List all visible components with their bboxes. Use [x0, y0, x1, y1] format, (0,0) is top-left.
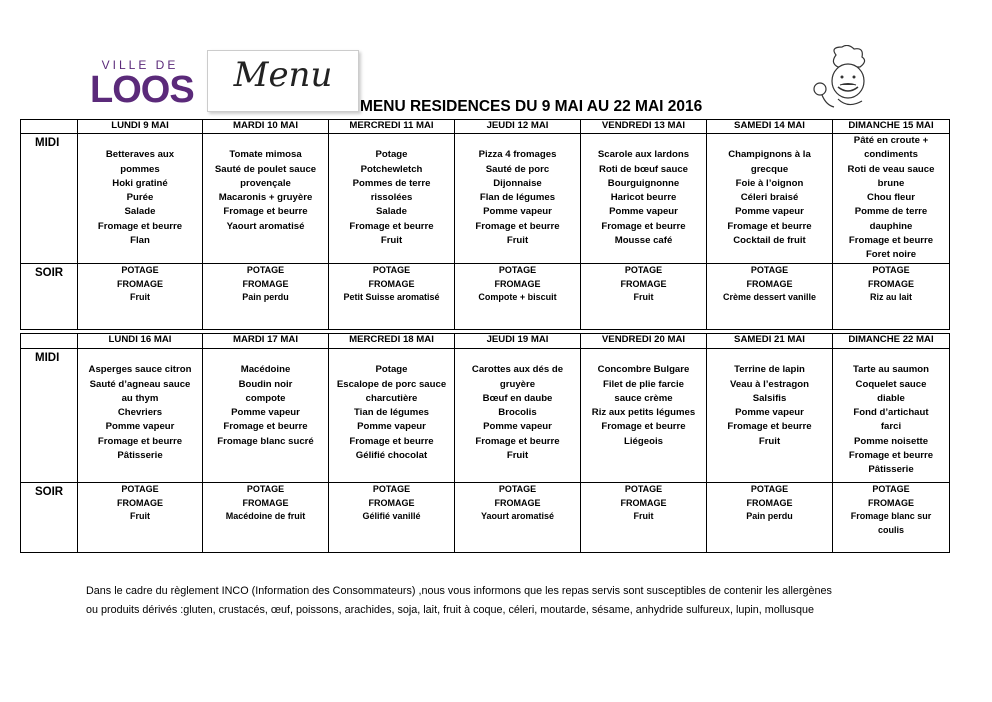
menu-item: Pomme vapeur	[735, 206, 804, 218]
menu-item: Tian de légumes	[354, 407, 429, 419]
menu-item: Foie à l’oignon	[735, 177, 804, 189]
day-header: LUNDI 9 MAI	[78, 120, 203, 134]
midi-cell	[833, 134, 950, 264]
menu-item: Fromage et beurre	[727, 220, 812, 232]
menu-item: Fromage et beurre	[349, 435, 434, 447]
menu-item: POTAGE	[372, 265, 411, 275]
menu-item: sauce crème	[614, 392, 673, 404]
soir-cell	[329, 483, 455, 553]
menu-item: FROMAGE	[746, 278, 793, 289]
header-row	[21, 334, 950, 349]
menu-item: Dijonnaise	[493, 177, 542, 189]
menu-item: POTAGE	[750, 484, 789, 494]
menu-item: FROMAGE	[242, 278, 289, 289]
soir-row	[21, 483, 950, 553]
soir-cell	[833, 483, 950, 553]
corner-cell	[21, 334, 78, 349]
menu-item: Pomme noisette	[853, 435, 929, 447]
menu-item: Flan	[130, 235, 150, 247]
logo-loos-text: LOOS	[90, 69, 194, 111]
menu-item: Fromage et beurre	[97, 435, 183, 447]
menu-item: Fromage et beurre	[601, 421, 686, 433]
menu-item: Macaronis + gruyère	[218, 192, 313, 204]
day-header: JEUDI 12 MAI	[455, 120, 581, 134]
menu-item: Fruit	[633, 511, 654, 521]
menu-item: Potage	[375, 364, 408, 376]
corner-cell	[21, 120, 78, 134]
menu-item: Hoki gratiné	[112, 177, 168, 189]
soir-cell	[455, 264, 581, 330]
menu-item: diable	[877, 392, 905, 404]
ville-de-loos-logo	[90, 58, 194, 111]
menu-item: POTAGE	[872, 265, 910, 275]
menu-item: Salsifis	[752, 392, 787, 404]
menu-item: rissolées	[370, 192, 413, 204]
menu-item: Asperges sauce citron	[88, 364, 192, 376]
menu-item: Yaourt aromatisé	[480, 511, 555, 521]
menu-item: Fromage et beurre	[848, 450, 934, 462]
midi-cell	[455, 349, 581, 483]
menu-item: Mousse café	[614, 235, 673, 247]
midi-cell	[707, 134, 833, 264]
menu-item: Chevriers	[117, 407, 163, 419]
menu-item: Pain perdu	[746, 511, 793, 521]
midi-cell	[833, 349, 950, 483]
menu-item: Fromage blanc sur	[850, 511, 932, 521]
day-header: SAMEDI 21 MAI	[707, 334, 833, 349]
menu-item: Fromage et beurre	[601, 220, 686, 232]
menu-table-week-1	[20, 119, 950, 330]
menu-item: Pâtisserie	[868, 464, 914, 476]
day-header: MARDI 10 MAI	[203, 120, 329, 134]
menu-item: Crème dessert vanille	[722, 292, 817, 302]
midi-label: MIDI	[21, 134, 78, 264]
menu-item: Haricot beurre	[610, 192, 677, 204]
menu-item: Chou fleur	[867, 192, 915, 204]
menu-item: Filet de plie farcie	[602, 378, 685, 390]
menu-item: Pâtisserie	[117, 450, 163, 462]
soir-cell	[78, 264, 203, 330]
menu-item: pommes	[120, 163, 160, 175]
midi-cell	[581, 349, 707, 483]
menu-item: Sauté de porc	[485, 163, 550, 175]
menu-item: Fromage et beurre	[727, 421, 812, 433]
menu-item: Fromage blanc sucré	[217, 435, 314, 447]
menu-item: grecque	[750, 163, 789, 175]
menu-item: Pomme vapeur	[483, 421, 552, 433]
menu-item: Cocktail de fruit	[733, 235, 806, 247]
day-header: MERCREDI 18 MAI	[329, 334, 455, 349]
logo-ville-de-text: VILLE DE	[101, 58, 179, 72]
menu-item: Pomme vapeur	[735, 407, 804, 419]
menu-item: Riz aux petits légumes	[591, 407, 696, 419]
day-header: VENDREDI 20 MAI	[581, 334, 707, 349]
soir-row	[21, 264, 950, 330]
menu-item: Riz au lait	[869, 292, 912, 302]
day-header: MERCREDI 11 MAI	[329, 120, 455, 134]
soir-cell	[581, 483, 707, 553]
menu-logo-text: Menu	[233, 55, 333, 95]
menu-item: Macédoine de fruit	[225, 511, 306, 521]
menu-item: POTAGE	[121, 484, 159, 494]
menu-item: Betteraves aux	[105, 149, 175, 161]
menu-item: POTAGE	[246, 484, 285, 494]
menu-item: Flan de légumes	[479, 192, 556, 204]
menu-item: POTAGE	[246, 265, 285, 275]
menu-item: Pomme de terre	[854, 206, 928, 218]
menu-item: Foret noire	[865, 249, 917, 261]
menu-item: Sauté d’agneau sauce	[89, 378, 191, 390]
menu-item: POTAGE	[498, 484, 537, 494]
midi-cell	[329, 134, 455, 264]
menu-item: Pomme vapeur	[609, 206, 678, 218]
menu-item: Fromage et beurre	[475, 220, 560, 232]
header-row	[21, 120, 950, 134]
menu-item: FROMAGE	[368, 497, 415, 508]
menu-item: Pomme vapeur	[483, 206, 552, 218]
midi-cell	[78, 134, 203, 264]
day-header: MARDI 17 MAI	[203, 334, 329, 349]
day-header: JEUDI 19 MAI	[455, 334, 581, 349]
menu-item: Fruit	[633, 292, 654, 302]
menu-item: Fromage et beurre	[223, 206, 308, 218]
menu-item: Fruit	[506, 235, 529, 247]
menu-item: Pâté en croute +	[853, 135, 929, 146]
menu-item: brune	[877, 177, 905, 189]
menu-item: Concombre Bulgare	[597, 364, 690, 376]
menu-item: FROMAGE	[620, 278, 667, 289]
allergen-note-line-1: Dans le cadre du règlement INCO (Information des Consommateurs) ,nous vous informons que les repas servis sont susceptibles de contenir les allergènes	[86, 585, 832, 597]
menu-item: FROMAGE	[620, 497, 667, 508]
menu-item: Pomme vapeur	[105, 421, 175, 433]
menu-item: FROMAGE	[368, 278, 415, 289]
menu-item: Brocolis	[498, 407, 537, 419]
menu-item: FROMAGE	[117, 497, 163, 508]
menu-item: Scarole aux lardons	[597, 149, 690, 161]
menu-item: FROMAGE	[746, 497, 793, 508]
midi-cell	[455, 134, 581, 264]
menu-item: Yaourt aromatisé	[226, 220, 305, 232]
menu-item: Pomme vapeur	[231, 407, 300, 419]
day-header: DIMANCHE 22 MAI	[833, 334, 950, 349]
menu-item: Macédoine	[240, 364, 291, 376]
menu-item: Pizza 4 fromages	[478, 149, 557, 161]
menu-item: Escalope de porc sauce	[336, 378, 447, 390]
menu-item: Tarte au saumon	[852, 364, 930, 376]
midi-row	[21, 349, 950, 483]
menu-item: Fromage et beurre	[475, 435, 560, 447]
menu-item: Céleri braisé	[740, 192, 799, 204]
menu-item: Sauté de poulet sauce	[214, 163, 317, 175]
soir-cell	[707, 483, 833, 553]
day-header: VENDREDI 13 MAI	[581, 120, 707, 134]
menu-item: Fromage et beurre	[349, 220, 434, 232]
chef-icon	[808, 45, 880, 115]
menu-item: compote	[245, 392, 286, 404]
menu-item: Potchewletch	[360, 163, 423, 175]
menu-item: provençale	[240, 177, 291, 189]
menu-item: Tomate mimosa	[229, 149, 302, 161]
menu-item: gruyère	[499, 378, 536, 390]
menu-item: Purée	[126, 192, 154, 204]
menu-item: Gélifié chocolat	[355, 450, 428, 462]
menu-item: POTAGE	[498, 265, 537, 275]
soir-label: SOIR	[21, 264, 78, 330]
menu-item: Fruit	[130, 292, 150, 302]
soir-cell	[581, 264, 707, 330]
menu-item: Boudin noir	[238, 378, 293, 390]
soir-cell	[707, 264, 833, 330]
menu-item: POTAGE	[372, 484, 411, 494]
menu-item: Petit Suisse aromatisé	[343, 292, 440, 302]
page-title: MENU RESIDENCES DU 9 MAI AU 22 MAI 2016	[360, 98, 703, 115]
midi-cell	[203, 349, 329, 483]
menu-item: Salade	[376, 206, 407, 218]
menu-item: FROMAGE	[494, 278, 541, 289]
menu-item: FROMAGE	[868, 278, 914, 289]
midi-cell	[203, 134, 329, 264]
menu-item: Fond d’artichaut	[853, 407, 929, 419]
menu-item: charcutière	[365, 392, 418, 404]
midi-cell	[78, 349, 203, 483]
soir-cell	[833, 264, 950, 330]
menu-item: Coquelet sauce	[855, 378, 927, 390]
midi-cell	[707, 349, 833, 483]
allergen-note	[86, 582, 926, 620]
menu-item: Bœuf en daube	[482, 392, 553, 404]
midi-label: MIDI	[21, 349, 78, 483]
menu-item: Fruit	[130, 511, 150, 521]
soir-cell	[78, 483, 203, 553]
soir-cell	[203, 264, 329, 330]
menu-item: Pomme vapeur	[357, 421, 426, 433]
menu-item: POTAGE	[624, 484, 663, 494]
menu-item: Fruit	[380, 235, 403, 247]
soir-cell	[329, 264, 455, 330]
menu-item: Roti de bœuf sauce	[598, 163, 688, 175]
menu-item: POTAGE	[624, 265, 663, 275]
menu-item: POTAGE	[872, 484, 910, 494]
menu-item: Liégeois	[624, 435, 663, 447]
midi-row	[21, 134, 950, 264]
day-header: LUNDI 16 MAI	[78, 334, 203, 349]
menu-item: Pommes de terre	[352, 177, 431, 189]
soir-cell	[203, 483, 329, 553]
menu-table-week-2	[20, 333, 950, 553]
menu-item: FROMAGE	[868, 497, 914, 508]
menu-item: Fruit	[506, 450, 529, 462]
menu-item: Salade	[124, 206, 156, 218]
menu-item: Pain perdu	[242, 292, 289, 302]
menu-item: condiments	[864, 149, 918, 161]
menu-item: farci	[880, 421, 902, 433]
menu-item: Compote + biscuit	[478, 292, 557, 302]
menu-item: Bourguignonne	[607, 177, 680, 189]
menu-item: Carottes aux dés de	[471, 364, 564, 376]
menu-item: coulis	[877, 524, 904, 535]
menu-item: FROMAGE	[242, 497, 289, 508]
soir-label: SOIR	[21, 483, 78, 553]
menu-item: FROMAGE	[494, 497, 541, 508]
menu-item: Fromage et beurre	[97, 220, 183, 232]
menu-item: Potage	[375, 149, 408, 161]
menu-item: Fromage et beurre	[223, 421, 308, 433]
day-header: DIMANCHE 15 MAI	[833, 120, 950, 134]
menu-logo	[207, 50, 359, 112]
menu-item: Fromage et beurre	[848, 235, 934, 247]
allergen-note-line-2: ou produits dérivés :gluten, crustacés, œuf, poissons, arachides, soja, lait, fruit à coque, céleri, moutarde, sésame, anhydride sulfureux, lupin, mollusque	[86, 604, 814, 616]
menu-item: FROMAGE	[117, 278, 163, 289]
menu-item: Champignons à la	[728, 149, 811, 161]
midi-cell	[581, 134, 707, 264]
menu-item: Veau à l’estragon	[730, 378, 809, 390]
soir-cell	[455, 483, 581, 553]
menu-item: au thym	[121, 392, 159, 404]
menu-item: Fruit	[758, 435, 781, 447]
midi-cell	[329, 349, 455, 483]
day-header: SAMEDI 14 MAI	[707, 120, 833, 134]
menu-item: dauphine	[869, 220, 913, 232]
menu-item: POTAGE	[750, 265, 789, 275]
menu-item: Roti de veau sauce	[847, 163, 935, 175]
menu-item: Gélifié vanillé	[362, 511, 421, 521]
menu-item: Terrine de lapin	[734, 364, 805, 376]
menu-item: POTAGE	[121, 265, 159, 275]
